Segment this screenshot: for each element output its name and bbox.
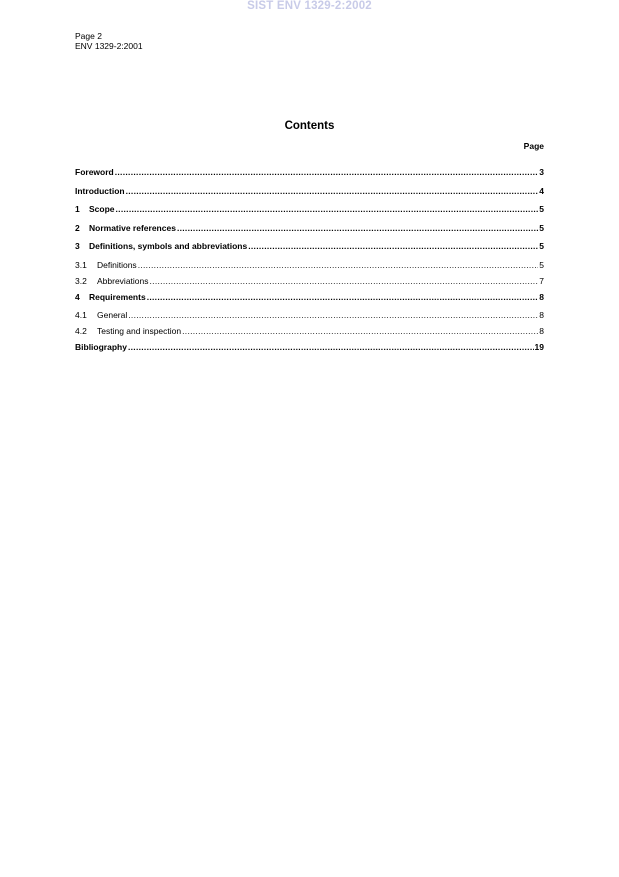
page-header bbox=[75, 31, 143, 51]
toc-label: Foreword bbox=[75, 167, 114, 177]
toc-page: 8 bbox=[539, 291, 544, 302]
toc-entry-definitions[interactable] bbox=[75, 260, 544, 276]
toc-number: 3 bbox=[75, 241, 80, 251]
toc-entry-scope[interactable] bbox=[75, 204, 544, 223]
leader-dots bbox=[138, 260, 539, 270]
toc-entry-requirements[interactable] bbox=[75, 292, 544, 311]
toc-page: 7 bbox=[539, 275, 544, 286]
toc-number: 3.1 bbox=[75, 259, 87, 270]
toc-label: Scope bbox=[89, 204, 115, 214]
toc-label: Testing and inspection bbox=[97, 326, 182, 336]
toc-number: 3.2 bbox=[75, 275, 87, 286]
toc-page: 5 bbox=[539, 204, 544, 214]
toc-label: Abbreviations bbox=[97, 275, 149, 286]
toc-entry-introduction[interactable] bbox=[75, 186, 544, 205]
leader-dots bbox=[177, 223, 538, 233]
toc-number: 1 bbox=[75, 204, 80, 214]
toc-entry-testing-inspection[interactable] bbox=[75, 326, 544, 342]
toc-page: 5 bbox=[539, 259, 544, 270]
toc-label: Definitions, symbols and abbreviations bbox=[89, 241, 248, 251]
toc-label: Normative references bbox=[89, 222, 176, 233]
leader-dots bbox=[248, 241, 538, 251]
toc-label: Bibliography bbox=[75, 342, 127, 352]
toc-label: Definitions bbox=[97, 259, 137, 270]
toc-entry-general[interactable] bbox=[75, 310, 544, 326]
toc-page: 8 bbox=[539, 326, 544, 336]
toc-entry-normative-references[interactable] bbox=[75, 223, 544, 242]
toc-page: 5 bbox=[539, 241, 544, 251]
leader-dots bbox=[115, 167, 539, 177]
toc-entry-foreword[interactable] bbox=[75, 167, 544, 186]
contents-title: Contents bbox=[284, 120, 335, 132]
watermark: SIST ENV 1329-2:2002 bbox=[247, 0, 372, 12]
table-of-contents bbox=[75, 167, 544, 361]
toc-number: 2 bbox=[75, 222, 80, 233]
toc-page: 8 bbox=[539, 310, 544, 320]
toc-entry-definitions-symbols[interactable] bbox=[75, 241, 544, 260]
toc-label: Introduction bbox=[75, 185, 125, 196]
leader-dots bbox=[182, 326, 538, 336]
document-reference: ENV 1329-2:2001 bbox=[75, 41, 143, 51]
toc-page: 4 bbox=[539, 185, 544, 196]
leader-dots bbox=[126, 186, 539, 196]
toc-page: 19 bbox=[534, 342, 544, 352]
toc-entry-bibliography[interactable] bbox=[75, 342, 544, 361]
leader-dots bbox=[147, 292, 539, 302]
leader-dots bbox=[128, 310, 538, 320]
leader-dots bbox=[128, 342, 534, 352]
leader-dots bbox=[116, 204, 539, 214]
toc-number: 4 bbox=[75, 291, 80, 302]
toc-page: 5 bbox=[539, 222, 544, 233]
toc-label: General bbox=[97, 310, 128, 320]
page-number-label: Page 2 bbox=[75, 31, 102, 41]
toc-number: 4.1 bbox=[75, 310, 87, 320]
toc-entry-abbreviations[interactable] bbox=[75, 276, 544, 292]
toc-number: 4.2 bbox=[75, 326, 87, 336]
page-column-label: Page bbox=[523, 141, 544, 151]
toc-page: 3 bbox=[539, 167, 544, 177]
toc-label: Requirements bbox=[89, 291, 146, 302]
leader-dots bbox=[150, 276, 539, 286]
